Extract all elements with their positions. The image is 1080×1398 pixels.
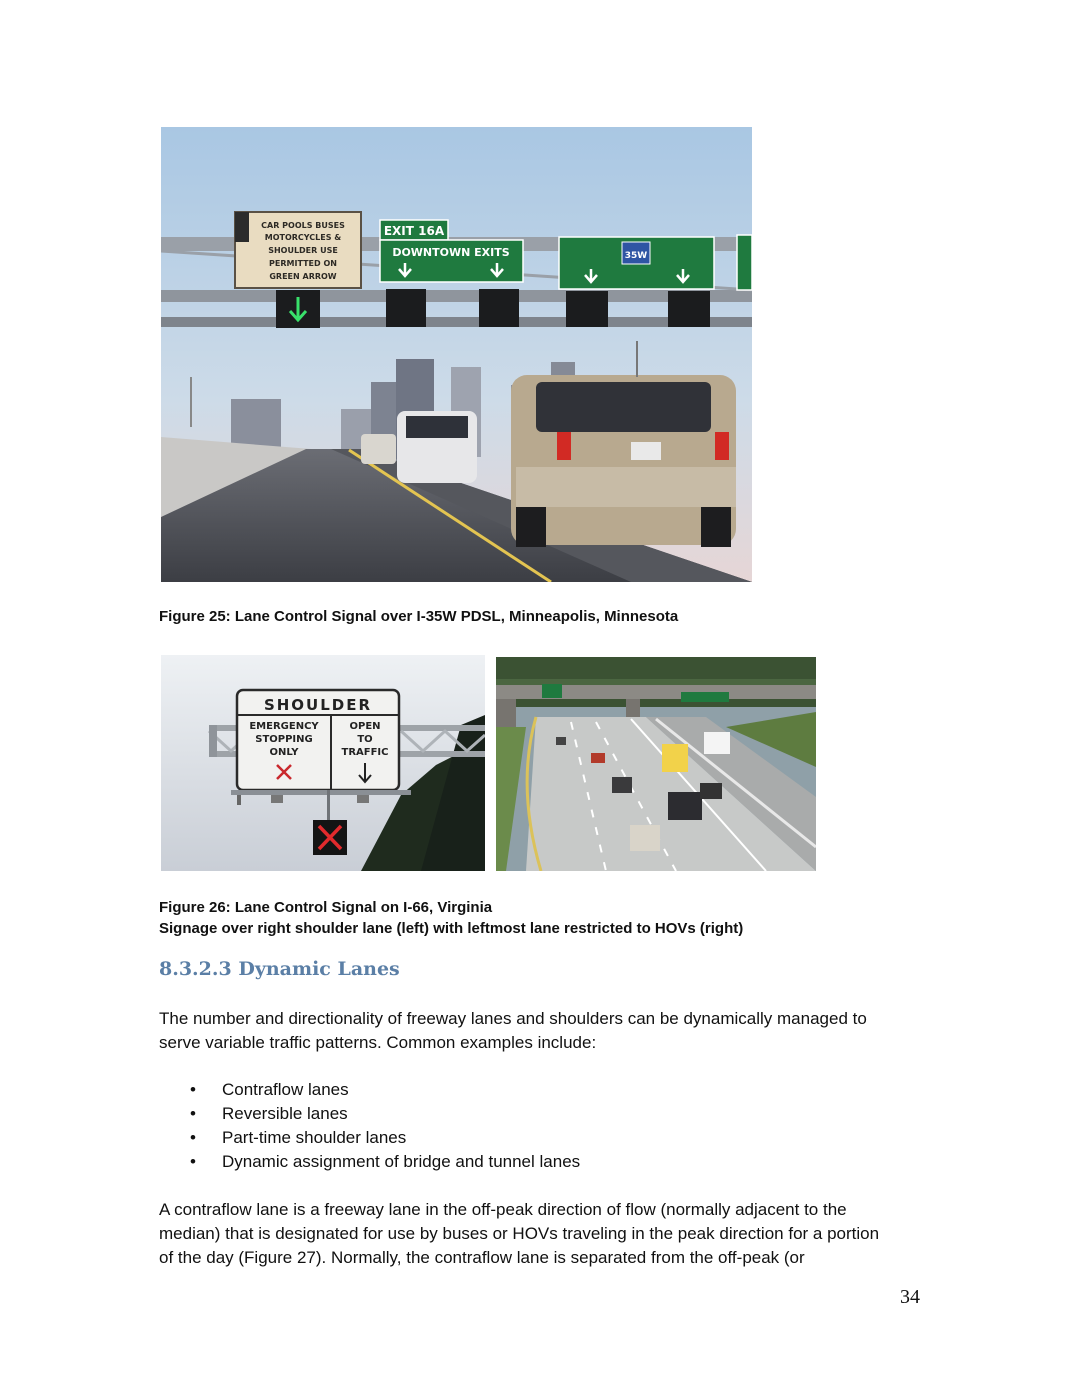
figure-25-photo <box>161 127 752 582</box>
sign-left-line-3: ONLY <box>269 747 299 758</box>
shoulder-sign-line-3: SHOULDER USE <box>268 246 338 255</box>
body-line-3: of the day (Figure 27). Normally, the contraflow lane is separated from the off-peak (or <box>159 1248 805 1267</box>
figure-26-left-photo <box>161 655 485 871</box>
list-item-text: Part-time shoulder lanes <box>222 1128 407 1147</box>
bullet-marker: • <box>190 1128 196 1147</box>
bullet-list <box>190 1078 580 1174</box>
sign-right-line-3: TRAFFIC <box>341 747 389 758</box>
body-line-1: A contraflow lane is a freeway lane in the off-peak direction of flow (normally adjacent to the <box>159 1200 847 1219</box>
figure-26-caption-line-2: Signage over right shoulder lane (left) with leftmost lane restricted to HOVs (right) <box>159 920 744 937</box>
exit-sign-text: EXIT 16A <box>383 224 445 238</box>
body-line-2: median) that is designated for use by buses or HOVs traveling in the peak direction for a portion <box>159 1224 880 1243</box>
sign-left-line-2: STOPPING <box>255 734 313 745</box>
sign-left-line-1: EMERGENCY <box>249 721 319 732</box>
shoulder-sign-title: SHOULDER <box>263 696 373 714</box>
list-item-text: Dynamic assignment of bridge and tunnel lanes <box>222 1152 581 1171</box>
bullet-marker: • <box>190 1104 196 1123</box>
figure-26-right-photo <box>496 657 816 871</box>
list-item-text: Reversible lanes <box>222 1104 348 1123</box>
page-number: 34 <box>900 1286 920 1308</box>
figure-26-caption-line-1: Figure 26: Lane Control Signal on I-66, Virginia <box>159 899 493 916</box>
bullet-marker: • <box>190 1080 196 1099</box>
body-paragraph <box>159 1198 929 1270</box>
section-heading: 8.3.2.3 Dynamic Lanes <box>159 958 400 980</box>
intro-line-2: serve variable traffic patterns. Common examples include: <box>159 1033 597 1052</box>
sign-right-line-1: OPEN <box>349 721 381 732</box>
list-item <box>190 1150 580 1174</box>
bullet-marker: • <box>190 1152 196 1171</box>
shoulder-sign-line-2: MOTORCYCLES & <box>264 233 342 242</box>
figure-25-caption: Figure 25: Lane Control Signal over I-35W PDSL, Minneapolis, Minnesota <box>159 608 679 625</box>
downtown-sign-text: DOWNTOWN EXITS <box>392 246 510 259</box>
list-item <box>190 1078 580 1102</box>
sign-right-line-2: TO <box>357 734 373 745</box>
intro-paragraph <box>159 1007 929 1055</box>
shoulder-sign-line-5: GREEN ARROW <box>269 272 337 281</box>
list-item-text: Contraflow lanes <box>222 1080 349 1099</box>
intro-line-1: The number and directionality of freeway lanes and shoulders can be dynamically managed to <box>159 1009 867 1028</box>
shoulder-sign-line-4: PERMITTED ON <box>269 259 337 268</box>
shoulder-sign-line-1: CAR POOLS BUSES <box>261 221 345 230</box>
list-item <box>190 1102 580 1126</box>
route-shield-text: 35W <box>624 251 648 261</box>
list-item <box>190 1126 580 1150</box>
